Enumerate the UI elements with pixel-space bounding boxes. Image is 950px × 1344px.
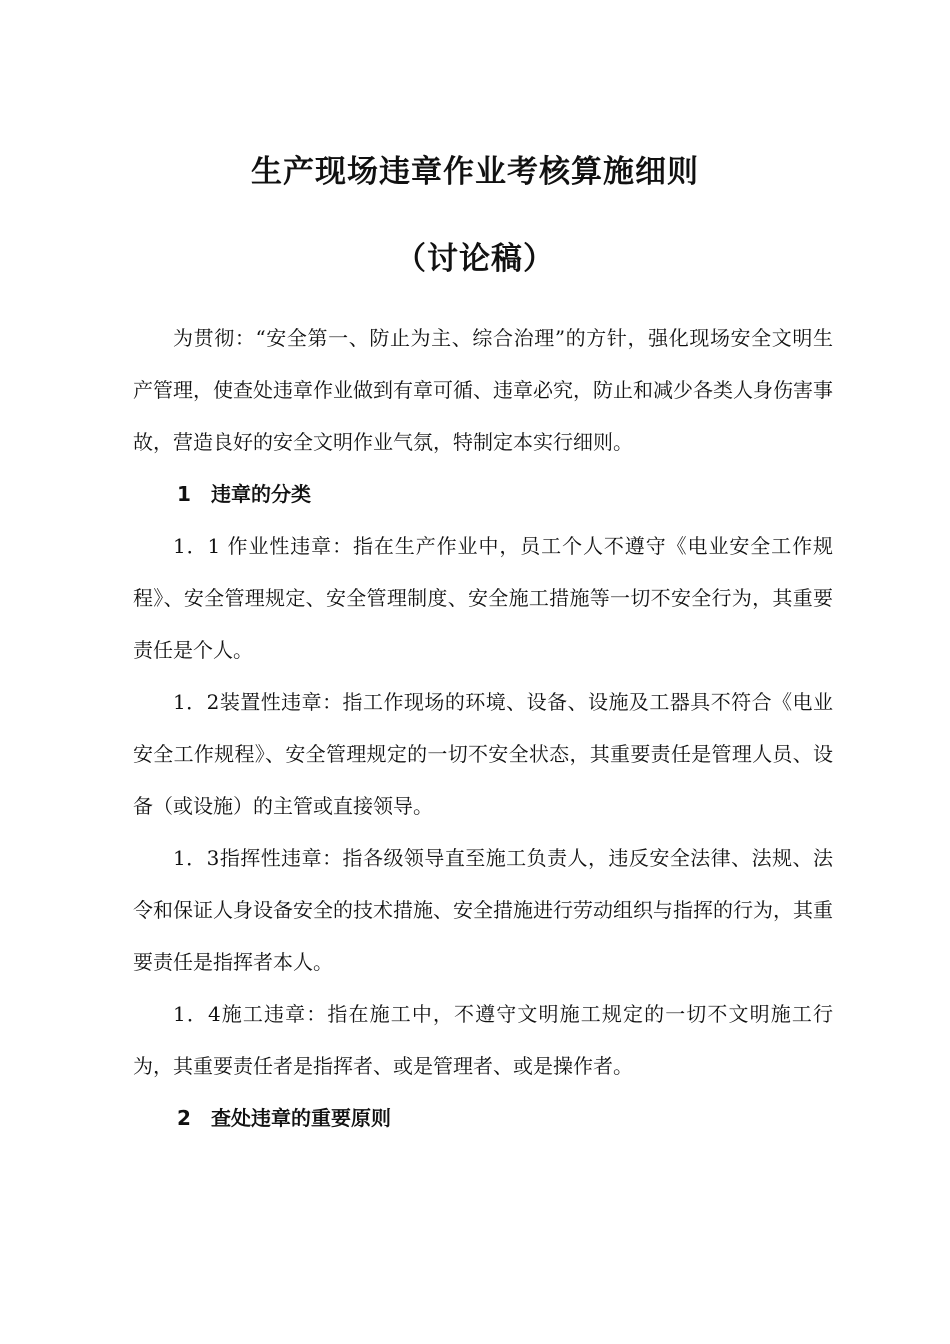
section-1-4-paragraph: 1．4施工违章：指在施工中，不遵守文明施工规定的一切不文明施工行为，其重要责任者是指挥者、或是管理者、或是操作者。 [133,1002,833,1078]
section-2-heading [133,1092,833,1144]
document-title: 生产现场违章作业考核算施细则 [251,154,699,190]
section-2-title: 查处违章的重要原则 [211,1106,391,1130]
section-2-number: 2 [177,1106,191,1130]
document-subtitle: （讨论稿） [395,241,555,277]
document-body [133,312,833,1144]
section-1-3-paragraph: 1．3指挥性违章：指各级领导直至施工负责人，违反安全法律、法规、法令和保证人身设备安全的技术措施、安全措施进行劳动组织与指挥的行为，其重要责任是指挥者本人。 [133,846,833,974]
intro-paragraph: 为贯彻：“安全第一、防止为主、综合治理”的方针，强化现场安全文明生产管理，使查处违章作业做到有章可循、违章必究，防止和减少各类人身伤害事故，营造良好的安全文明作业气氛，特制定本实行细则。 [133,326,833,454]
section-1-2-paragraph: 1．2装置性违章：指工作现场的环境、设备、设施及工器具不符合《电业安全工作规程》、安全管理规定的一切不安全状态，其重要责任是管理人员、设备（或设施）的主管或直接领导。 [133,690,833,818]
section-1-number: 1 [177,482,191,506]
section-1-1-paragraph: 1．1 作业性违章：指在生产作业中，员工个人不遵守《电业安全工作规程》、安全管理规定、安全管理制度、安全施工措施等一切不安全行为，其重要责任是个人。 [133,534,833,662]
section-1-heading [133,468,833,520]
section-1-title: 违章的分类 [211,482,311,506]
